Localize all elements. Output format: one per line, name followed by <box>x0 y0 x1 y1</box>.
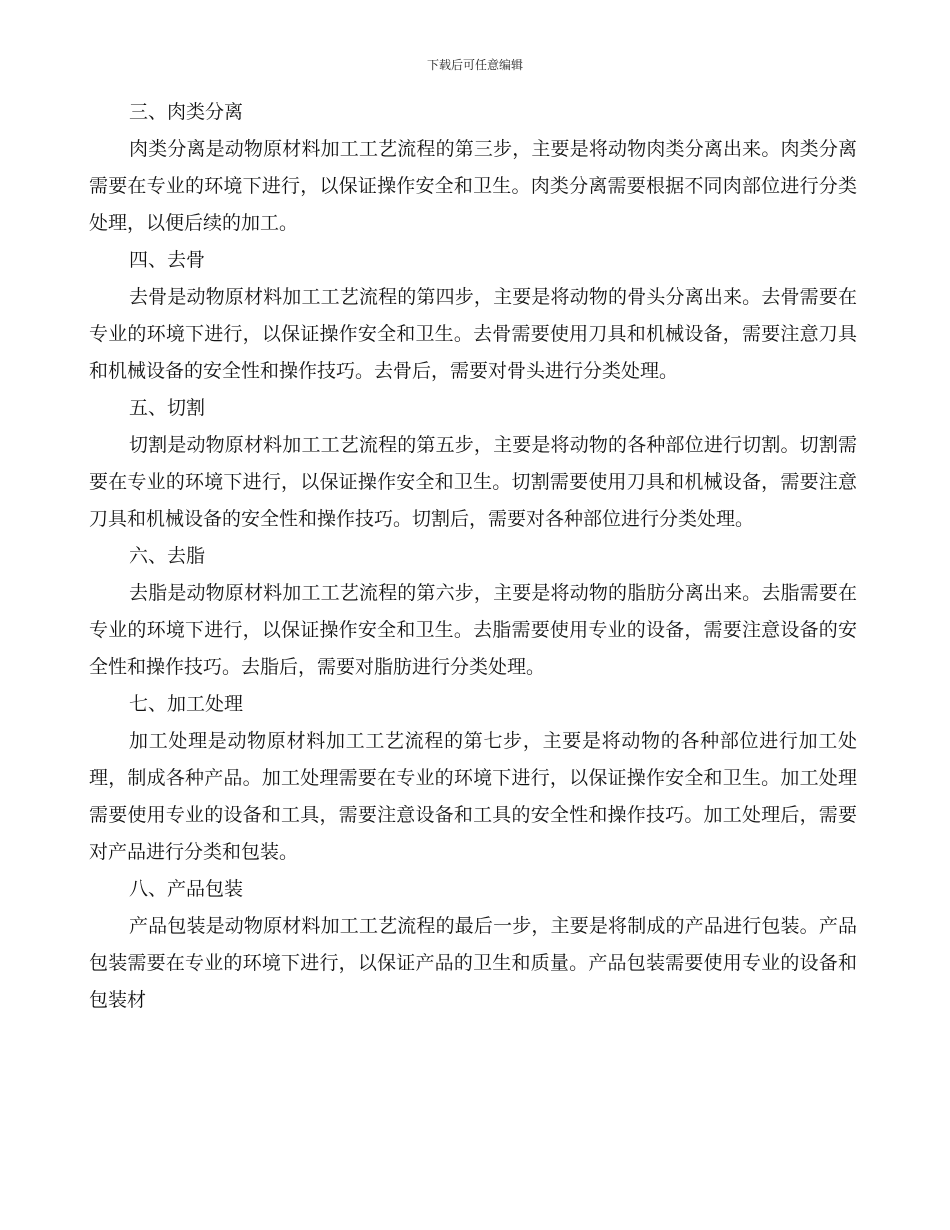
section-body-packaging: 产品包装是动物原材料加工工艺流程的最后一步，主要是将制成的产品进行包装。产品包装需要在专业的环境下进行，以保证产品的卫生和质量。产品包装需要使用专业的设备和包装材 <box>89 915 857 1011</box>
header-note: 下载后可任意编辑 <box>426 58 523 72</box>
section-heading-packaging: 八、产品包装 <box>129 878 244 900</box>
section-heading-meat-separation: 三、肉类分离 <box>129 101 244 123</box>
section-body-meat-separation: 肉类分离是动物原材料加工工艺流程的第三步，主要是将动物肉类分离出来。肉类分离需要在专业的环境下进行，以保证操作安全和卫生。肉类分离需要根据不同肉部位进行分类处理，以便后续的加工。 <box>89 138 857 234</box>
section-heading-processing: 七、加工处理 <box>129 693 244 715</box>
section-heading-deboning: 四、去骨 <box>129 249 206 271</box>
section-body-processing: 加工处理是动物原材料加工工艺流程的第七步，主要是将动物的各种部位进行加工处理，制成各种产品。加工处理需要在专业的环境下进行，以保证操作安全和卫生。加工处理需要使用专业的设备和工具，需要注意设备和工具的安全性和操作技巧。加工处理后，需要对产品进行分类和包装。 <box>89 730 857 863</box>
section-body-cutting: 切割是动物原材料加工工艺流程的第五步，主要是将动物的各种部位进行切割。切割需要在专业的环境下进行，以保证操作安全和卫生。切割需要使用刀具和机械设备，需要注意刀具和机械设备的安全性和操作技巧。切割后，需要对各种部位进行分类处理。 <box>89 434 857 530</box>
section-body-deboning: 去骨是动物原材料加工工艺流程的第四步，主要是将动物的骨头分离出来。去骨需要在专业的环境下进行，以保证操作安全和卫生。去骨需要使用刀具和机械设备，需要注意刀具和机械设备的安全性和操作技巧。去骨后，需要对骨头进行分类处理。 <box>89 286 857 382</box>
section-heading-cutting: 五、切割 <box>129 397 206 419</box>
section-body-fat-removal: 去脂是动物原材料加工工艺流程的第六步，主要是将动物的脂肪分离出来。去脂需要在专业的环境下进行，以保证操作安全和卫生。去脂需要使用专业的设备，需要注意设备的安全性和操作技巧。去脂后，需要对脂肪进行分类处理。 <box>89 582 857 678</box>
section-heading-fat-removal: 六、去脂 <box>129 545 206 567</box>
document-body <box>89 94 857 1019</box>
